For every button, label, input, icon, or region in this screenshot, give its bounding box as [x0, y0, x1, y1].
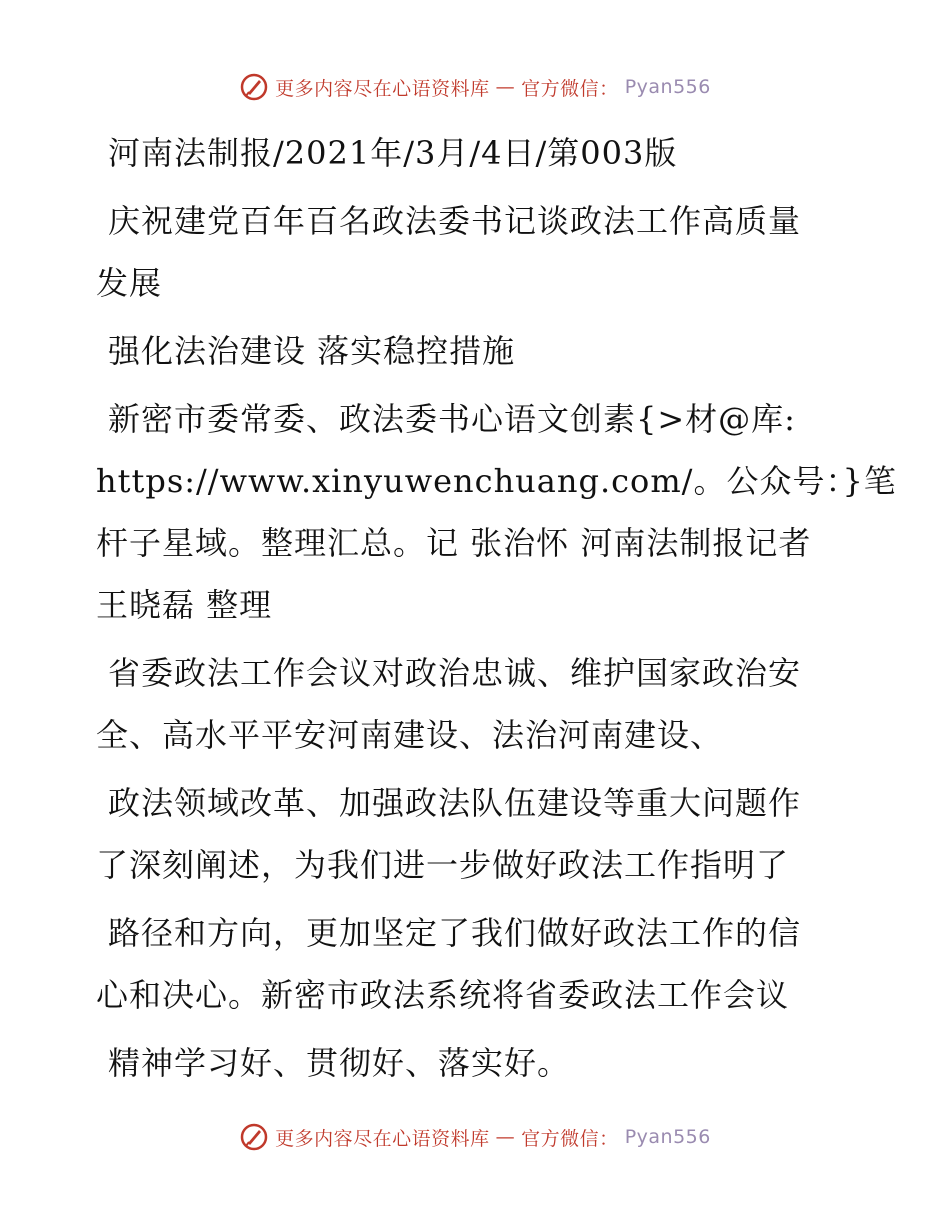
- watermark-footer: [0, 1122, 950, 1152]
- headline-line-1: 庆祝建党百年百名政法委书记谈政法工作高质量: [108, 202, 802, 240]
- watermark-main-text: 更多内容尽在心语资料库: [275, 77, 490, 100]
- subtitle: 强化法治建设 落实稳控措施: [108, 332, 516, 370]
- byline-line-1: 新密市委常委、政法委书心语文创素{>材@库:: [108, 400, 796, 438]
- watermark-official-label: 官方微信：: [521, 77, 619, 100]
- document-body: [96, 122, 897, 1094]
- watermark-header: [0, 72, 950, 102]
- paragraph-1-line-2: 全、高水平平安河南建设、法治河南建设、: [96, 716, 724, 754]
- quill-logo-icon: [239, 72, 269, 102]
- paragraph-2-line-2: 了深刻阐述，为我们进一步做好政法工作指明了: [96, 846, 790, 884]
- paragraph-2-line-1: 政法领域改革、加强政法队伍建设等重大问题作: [108, 784, 802, 822]
- dateline: 河南法制报/2021年/3月/4日/第003版: [108, 134, 678, 172]
- watermark-main-text: 更多内容尽在心语资料库: [275, 1127, 490, 1150]
- paragraph-3-line-1: 路径和方向，更加坚定了我们做好政法工作的信: [108, 914, 802, 952]
- paragraph-1-line-1: 省委政法工作会议对政治忠诚、维护国家政治安: [108, 654, 802, 692]
- byline-line-3: 杆子星域。整理汇总。记 张治怀 河南法制报记者: [96, 524, 812, 562]
- paragraph-3-line-2: 心和决心。新密市政法系统将省委政法工作会议: [96, 976, 790, 1014]
- watermark-wechat-id: Pyan556: [624, 1126, 711, 1148]
- watermark-dash: —: [495, 1126, 516, 1148]
- quill-logo-icon: [239, 1122, 269, 1152]
- headline-line-2: 发展: [96, 264, 163, 302]
- byline-line-2: https://www.xinyuwenchuang.com/。公众号：}笔: [96, 462, 897, 500]
- watermark-official-label: 官方微信：: [521, 1127, 619, 1150]
- watermark-wechat-id: Pyan556: [624, 76, 711, 98]
- watermark-dash: —: [495, 76, 516, 98]
- byline-line-4: 王晓磊 整理: [96, 586, 273, 624]
- paragraph-4-line-1: 精神学习好、贯彻好、落实好。: [108, 1044, 571, 1082]
